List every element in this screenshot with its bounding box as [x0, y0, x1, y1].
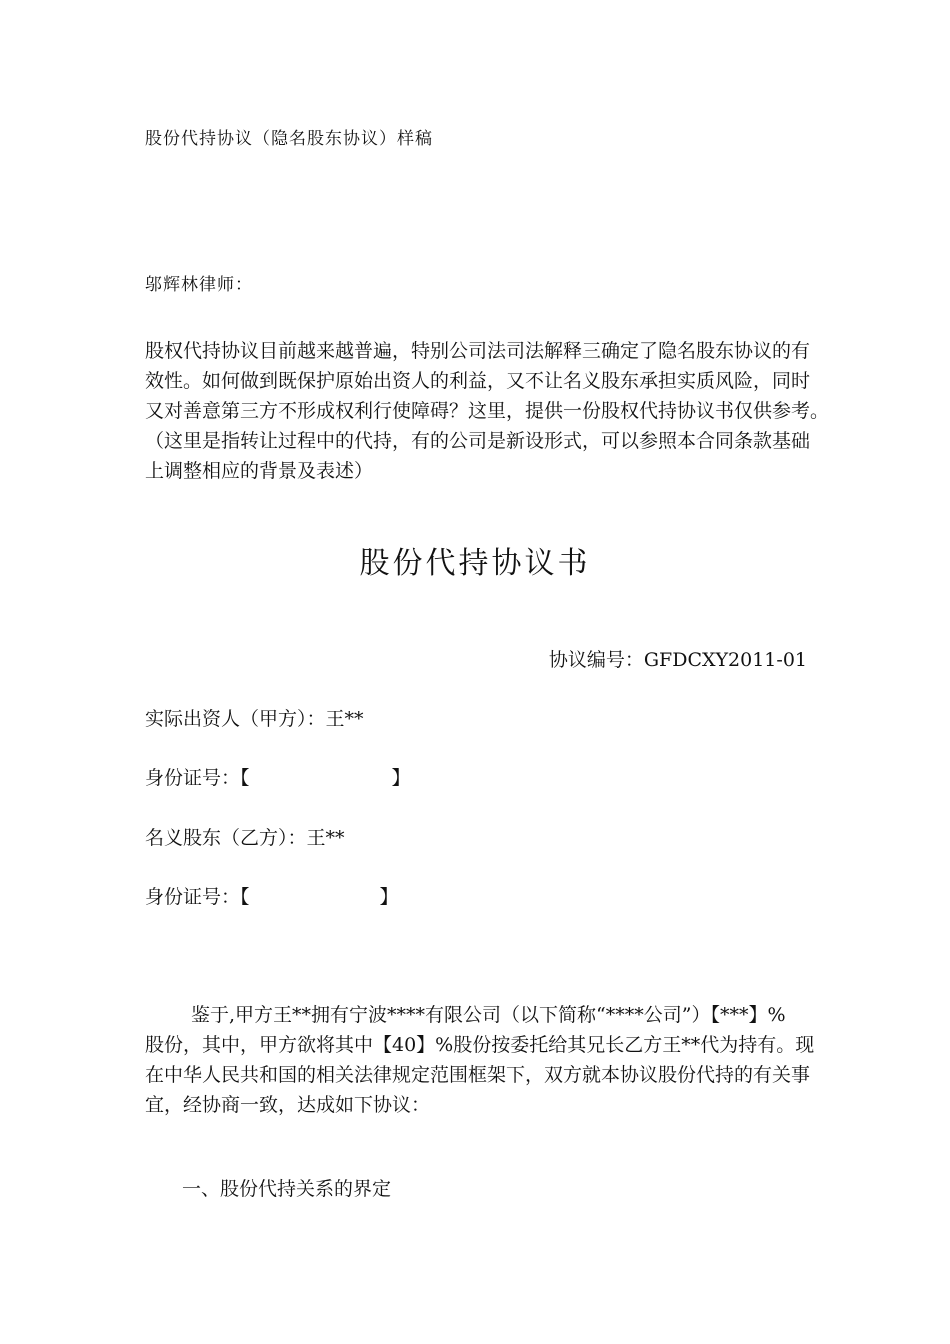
section-heading-1: 一、股份代持关系的界定	[182, 1178, 392, 1200]
recital-line: 鉴于,甲方王**拥有宁波****有限公司（以下简称“****公司”）【***】%	[191, 1004, 786, 1026]
party-a-id-bracket-close: 】	[391, 767, 411, 789]
intro-paragraph	[145, 336, 830, 486]
lawyer-name: 邬辉林律师：	[145, 275, 253, 295]
intro-line: 又对善意第三方不形成权利行使障碍？这里，提供一份股权代持协议书仅供参考。	[145, 400, 830, 422]
agreement-number: 协议编号：GFDCXY2011-01	[548, 649, 807, 671]
recital-line: 股份，其中，甲方欲将其中【40】%股份按委托给其兄长乙方王**代为持有。现	[145, 1034, 815, 1056]
party-a-id-bracket-open: 【	[240, 767, 250, 789]
intro-line: 效性。如何做到既保护原始出资人的利益，又不让名义股东承担实质风险，同时	[145, 370, 811, 392]
party-b-id-line	[145, 882, 399, 909]
party-b-id-bracket-close: 】	[379, 886, 399, 908]
recital-line: 在中华人民共和国的相关法律规定范围框架下，双方就本协议股份代持的有关事	[145, 1064, 811, 1086]
intro-line: 股权代持协议目前越来越普遍，特别公司法司法解释三确定了隐名股东协议的有	[145, 340, 811, 362]
intro-line: 上调整相应的背景及表述）	[145, 460, 374, 482]
party-b-id-label: 身份证号：	[145, 886, 241, 908]
recital-paragraph	[145, 1000, 815, 1120]
party-b-id-bracket-open: 【	[240, 886, 250, 908]
party-a-id-line	[145, 763, 411, 790]
party-b-line: 名义股东（乙方）：王**	[145, 827, 345, 849]
party-a-line: 实际出资人（甲方）：王**	[145, 708, 364, 730]
intro-line: （这里是指转让过程中的代持，有的公司是新设形式，可以参照本合同条款基础	[145, 430, 811, 452]
party-a-id-label: 身份证号：	[145, 767, 241, 789]
recital-line: 宜，经协商一致，达成如下协议：	[145, 1094, 431, 1116]
document-top-title: 股份代持协议（隐名股东协议）样稿	[145, 129, 433, 149]
agreement-title: 股份代持协议书	[359, 546, 591, 581]
